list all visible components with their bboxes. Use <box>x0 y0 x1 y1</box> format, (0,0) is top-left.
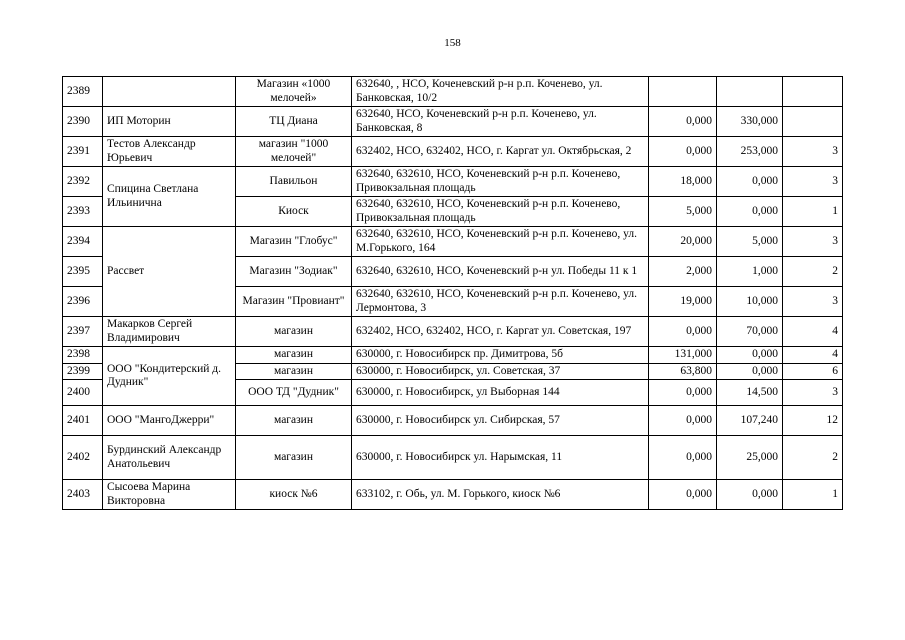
retail-outlets-table <box>62 76 843 510</box>
value-1: 0,000 <box>649 406 717 436</box>
row-number: 2390 <box>63 107 103 137</box>
value-3: 3 <box>783 287 843 317</box>
outlet-type: Магазин "Провиант" <box>236 287 352 317</box>
value-2 <box>717 77 783 107</box>
outlet-address: 632640, 632610, НСО, Коченевский р-н р.п. Коченево, Привокзальная площадь <box>352 197 649 227</box>
value-2: 0,000 <box>717 363 783 380</box>
row-number: 2403 <box>63 480 103 510</box>
value-2: 0,000 <box>717 167 783 197</box>
owner-name: Макарков Сергей Владимирович <box>103 317 236 347</box>
value-3: 2 <box>783 436 843 480</box>
outlet-type: Магазин "Глобус" <box>236 227 352 257</box>
owner-name: Рассвет <box>103 227 236 317</box>
outlet-type: магазин "1000 мелочей" <box>236 137 352 167</box>
outlet-address: 632640, 632610, НСО, Коченевский р-н ул. Победы 11 к 1 <box>352 257 649 287</box>
row-number: 2395 <box>63 257 103 287</box>
value-3: 3 <box>783 380 843 406</box>
value-1 <box>649 77 717 107</box>
value-3: 1 <box>783 480 843 510</box>
row-number: 2402 <box>63 436 103 480</box>
value-3: 6 <box>783 363 843 380</box>
value-3 <box>783 77 843 107</box>
outlet-address: 632402, НСО, 632402, НСО, г. Каргат ул. Октябрьская, 2 <box>352 137 649 167</box>
value-3 <box>783 107 843 137</box>
value-3: 4 <box>783 317 843 347</box>
value-2: 5,000 <box>717 227 783 257</box>
table-row <box>63 77 843 107</box>
row-number: 2391 <box>63 137 103 167</box>
table-row <box>63 347 843 364</box>
outlet-address: 632640, , НСО, Коченевский р-н р.п. Коченево, ул. Банковская, 10/2 <box>352 77 649 107</box>
outlet-type: магазин <box>236 347 352 364</box>
value-2: 0,000 <box>717 480 783 510</box>
outlet-type: Магазин «1000 мелочей» <box>236 77 352 107</box>
owner-name: Бурдинский Александр Анатольевич <box>103 436 236 480</box>
page-number: 158 <box>444 37 461 49</box>
value-1: 20,000 <box>649 227 717 257</box>
table-row <box>63 107 843 137</box>
outlet-type: киоск №6 <box>236 480 352 510</box>
outlet-address: 630000, г. Новосибирск ул. Нарымская, 11 <box>352 436 649 480</box>
value-2: 0,000 <box>717 197 783 227</box>
table-row <box>63 480 843 510</box>
value-2: 14,500 <box>717 380 783 406</box>
outlet-address: 630000, г. Новосибирск, ул. Советская, 37 <box>352 363 649 380</box>
value-2: 1,000 <box>717 257 783 287</box>
value-2: 70,000 <box>717 317 783 347</box>
outlet-address: 630000, г. Новосибирск, ул Выборная 144 <box>352 380 649 406</box>
outlet-address: 630000, г. Новосибирск пр. Димитрова, 5б <box>352 347 649 364</box>
owner-name <box>103 77 236 107</box>
value-1: 63,800 <box>649 363 717 380</box>
value-1: 0,000 <box>649 436 717 480</box>
outlet-type: Киоск <box>236 197 352 227</box>
value-1: 0,000 <box>649 317 717 347</box>
value-2: 107,240 <box>717 406 783 436</box>
value-2: 253,000 <box>717 137 783 167</box>
outlet-address: 632640, 632610, НСО, Коченевский р-н р.п. Коченево, ул. Лермонтова, 3 <box>352 287 649 317</box>
outlet-address: 632640, 632610, НСО, Коченевский р-н р.п. Коченево, ул. М.Горького, 164 <box>352 227 649 257</box>
value-1: 19,000 <box>649 287 717 317</box>
table-row <box>63 167 843 197</box>
row-number: 2394 <box>63 227 103 257</box>
outlet-address: 632402, НСО, 632402, НСО, г. Каргат ул. Советская, 197 <box>352 317 649 347</box>
value-3: 3 <box>783 227 843 257</box>
value-3: 12 <box>783 406 843 436</box>
value-1: 2,000 <box>649 257 717 287</box>
value-3: 2 <box>783 257 843 287</box>
value-1: 131,000 <box>649 347 717 364</box>
value-3: 4 <box>783 347 843 364</box>
value-1: 0,000 <box>649 480 717 510</box>
value-3: 3 <box>783 137 843 167</box>
row-number: 2389 <box>63 77 103 107</box>
outlet-address: 632640, НСО, Коченевский р-н р.п. Коченево, ул. Банковская, 8 <box>352 107 649 137</box>
value-1: 0,000 <box>649 107 717 137</box>
value-3: 3 <box>783 167 843 197</box>
outlet-type: магазин <box>236 406 352 436</box>
table-row <box>63 406 843 436</box>
outlet-type: ООО ТД "Дудник" <box>236 380 352 406</box>
value-1: 0,000 <box>649 137 717 167</box>
outlet-address: 630000, г. Новосибирск ул. Сибирская, 57 <box>352 406 649 436</box>
value-2: 10,000 <box>717 287 783 317</box>
value-1: 0,000 <box>649 380 717 406</box>
outlet-address: 633102, г. Обь, ул. М. Горького, киоск №6 <box>352 480 649 510</box>
outlet-type: Магазин "Зодиак" <box>236 257 352 287</box>
value-3: 1 <box>783 197 843 227</box>
row-number: 2401 <box>63 406 103 436</box>
outlet-type: магазин <box>236 317 352 347</box>
value-1: 5,000 <box>649 197 717 227</box>
outlet-type: ТЦ Диана <box>236 107 352 137</box>
table-row <box>63 137 843 167</box>
table-row <box>63 227 843 257</box>
value-1: 18,000 <box>649 167 717 197</box>
row-number: 2396 <box>63 287 103 317</box>
owner-name: Тестов Александр Юрьевич <box>103 137 236 167</box>
value-2: 330,000 <box>717 107 783 137</box>
value-2: 0,000 <box>717 347 783 364</box>
outlet-type: Павильон <box>236 167 352 197</box>
row-number: 2400 <box>63 380 103 406</box>
outlet-address: 632640, 632610, НСО, Коченевский р-н р.п. Коченево, Привокзальная площадь <box>352 167 649 197</box>
value-2: 25,000 <box>717 436 783 480</box>
owner-name: Сысоева Марина Викторовна <box>103 480 236 510</box>
owner-name: ИП Моторин <box>103 107 236 137</box>
row-number: 2398 <box>63 347 103 364</box>
owner-name: ООО "МангоДжерри" <box>103 406 236 436</box>
row-number: 2399 <box>63 363 103 380</box>
outlet-type: магазин <box>236 363 352 380</box>
owner-name: Спицина Светлана Ильинична <box>103 167 236 227</box>
table-row <box>63 436 843 480</box>
table-row <box>63 317 843 347</box>
outlet-type: магазин <box>236 436 352 480</box>
row-number: 2397 <box>63 317 103 347</box>
row-number: 2393 <box>63 197 103 227</box>
row-number: 2392 <box>63 167 103 197</box>
owner-name: ООО "Кондитерский д. Дудник" <box>103 347 236 406</box>
